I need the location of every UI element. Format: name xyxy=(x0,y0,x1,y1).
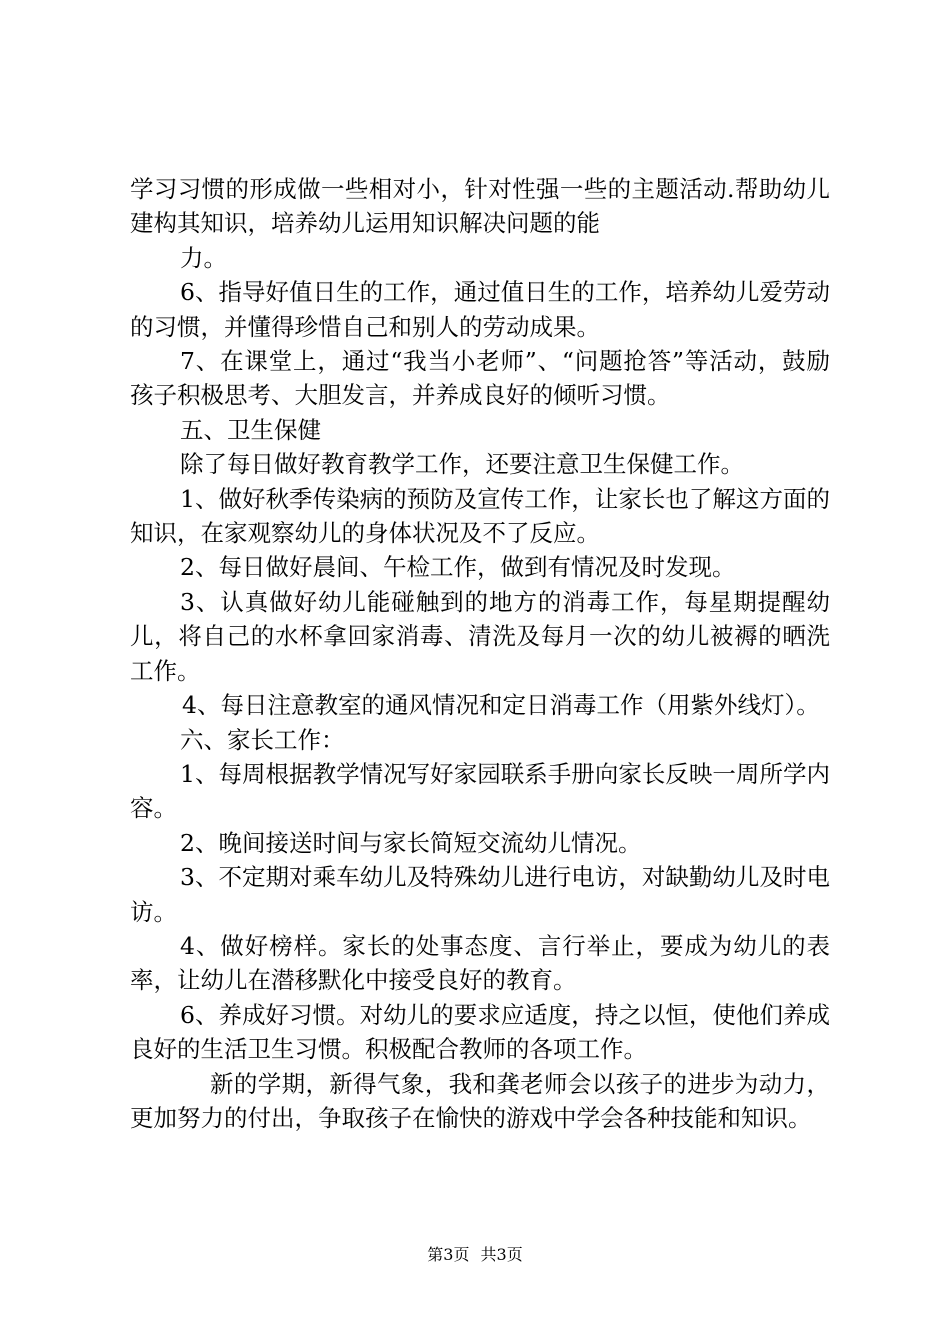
paragraph-parents-item-2: 2、晚间接送时间与家长简短交流幼儿情况。 xyxy=(180,828,642,857)
paragraph-continuation-end: 力。 xyxy=(180,243,227,272)
paragraph-parents-item-6: 6、养成好习惯。对幼儿的要求应适度，持之以恒，使他们养成良好的生活卫生习惯。积极配合教师的各项工作。 xyxy=(130,1000,830,1064)
paragraph-health-item-3: 3、认真做好幼儿能碰触到的地方的消毒工作，每星期提醒幼儿，将自己的水杯拿回家消毒、清洗及每月一次的幼儿被褥的晒洗工作。 xyxy=(130,587,830,685)
page-total: 共3页 xyxy=(480,1245,523,1264)
document-body xyxy=(130,172,830,1135)
paragraph-parents-item-4: 4、做好榜样。家长的处事态度、言行举止，要成为幼儿的表率，让幼儿在潜移默化中接受良好的教育。 xyxy=(130,931,830,995)
paragraph-health-intro: 除了每日做好教育教学工作，还要注意卫生保健工作。 xyxy=(180,450,744,479)
paragraph-health-item-2: 2、每日做好晨间、午检工作，做到有情况及时发现。 xyxy=(180,553,736,582)
section-heading-health: 五、卫生保健 xyxy=(180,415,321,444)
page-footer xyxy=(0,1245,950,1265)
paragraph-closing: 新的学期，新得气象，我和龚老师会以孩子的进步为动力，更加努力的付出，争取孩子在愉快的游戏中学会各种技能和知识。 xyxy=(130,1069,830,1132)
paragraph-health-item-1: 1、做好秋季传染病的预防及宣传工作，让家长也了解这方面的知识，在家观察幼儿的身体状况及不了反应。 xyxy=(130,484,830,548)
page-number: 第3页 xyxy=(427,1245,470,1264)
paragraph-item-6-duty: 6、指导好值日生的工作，通过值日生的工作，培养幼儿爱劳动的习惯，并懂得珍惜自己和别人的劳动成果。 xyxy=(130,278,830,341)
paragraph-continuation: 学习习惯的形成做一些相对小，针对性强一些的主题活动.帮助幼儿建构其知识，培养幼儿运用知识解决问题的能 xyxy=(130,175,830,238)
paragraph-parents-item-1: 1、每周根据教学情况写好家园联系手册向家长反映一周所学内容。 xyxy=(130,759,830,823)
paragraph-parents-item-3: 3、不定期对乘车幼儿及特殊幼儿进行电访，对缺勤幼儿及时电访。 xyxy=(130,863,830,926)
paragraph-item-7-classroom: 7、在课堂上，通过“我当小老师”、“问题抢答”等活动，鼓励孩子积极思考、大胆发言，并养成良好的倾听习惯。 xyxy=(130,347,830,410)
section-heading-parents: 六、家长工作： xyxy=(180,725,345,754)
paragraph-health-item-4: 4、每日注意教室的通风情况和定日消毒工作（用紫外线灯）。 xyxy=(182,691,820,720)
